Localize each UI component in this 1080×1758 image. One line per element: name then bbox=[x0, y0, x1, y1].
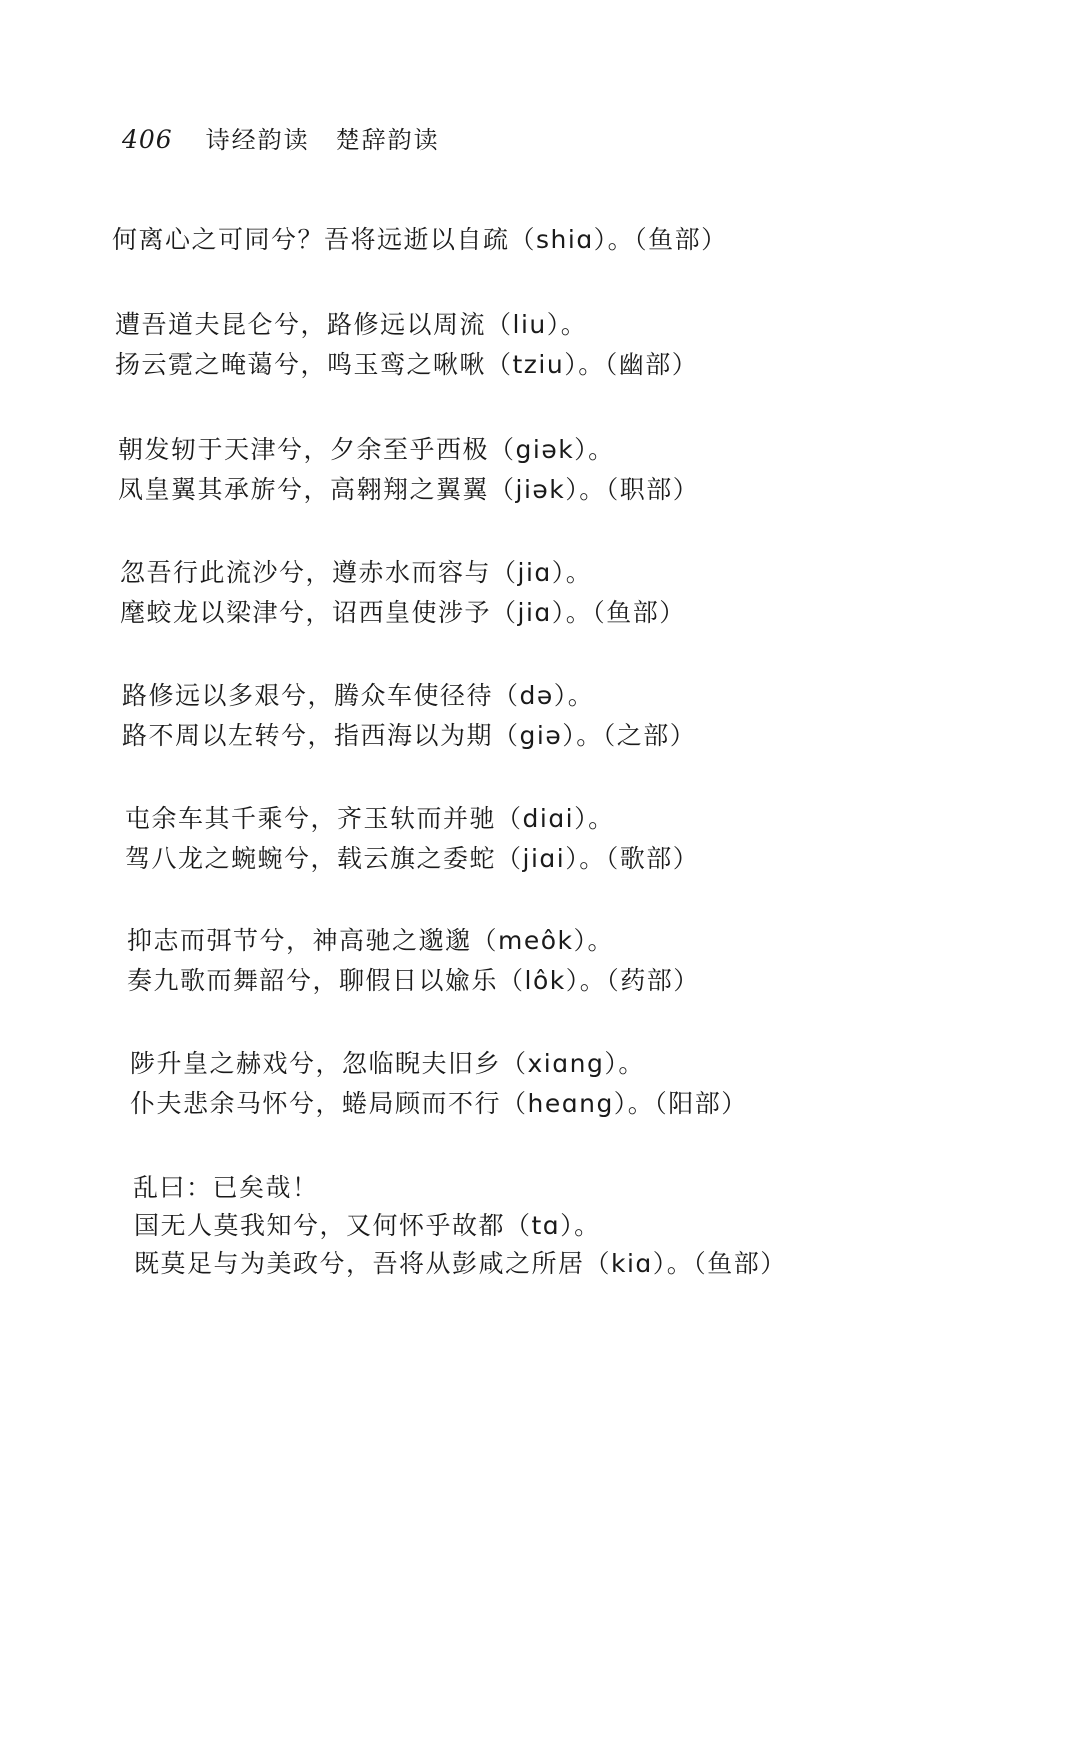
poem-line: 忽吾行此流沙兮，遵赤水而容与（jiɑ）。 bbox=[120, 558, 593, 587]
poem-line: 既莫足与为美政兮，吾将从彭咸之所居（kiɑ）。（鱼部） bbox=[134, 1249, 787, 1278]
poem-line: 驾八龙之蜿蜿兮，载云旗之委蛇（jiɑi）。（歌部） bbox=[125, 844, 700, 873]
poem-line: 陟升皇之赫戏兮，忽临睨夫旧乡（xiɑng）。 bbox=[130, 1049, 645, 1078]
poem-line: 乱曰：已矣哉！ bbox=[133, 1173, 319, 1202]
poem-line: 仆夫悲余马怀兮，蜷局顾而不行（heɑng）。（阳部） bbox=[130, 1089, 748, 1118]
poem-line: 国无人莫我知兮，又何怀乎故都（tɑ）。 bbox=[134, 1211, 601, 1240]
poem-line: 路不周以左转兮，指西海以为期（giə）。（之部） bbox=[122, 721, 697, 750]
poem-line: 扬云霓之晻蔼兮，鸣玉鸾之啾啾（tziu）。（幽部） bbox=[115, 350, 699, 379]
poem-line: 朝发轫于天津兮，夕余至乎西极（giək）。 bbox=[118, 435, 615, 464]
poem-line: 何离心之可同兮？吾将远逝以自疏（shiɑ）。（鱼部） bbox=[112, 225, 728, 254]
poem-line: 奏九歌而舞韶兮，聊假日以婾乐（lôk）。（药部） bbox=[127, 966, 700, 995]
book-title: 诗经韵读 楚辞韵读 bbox=[205, 126, 440, 154]
poem-line: 凤皇翼其承旂兮，高翱翔之翼翼（jiək）。（职部） bbox=[118, 475, 700, 504]
poem-line: 屯余车其千乘兮，齐玉轪而并驰（diɑi）。 bbox=[125, 804, 615, 833]
poem-line: 遭吾道夫昆仑兮，路修远以周流（liu）。 bbox=[115, 310, 588, 339]
poem-line: 麾蛟龙以梁津兮，诏西皇使涉予（jiɑ）。（鱼部） bbox=[120, 598, 686, 627]
poem-line: 抑志而弭节兮，神高驰之邈邈（meôk）。 bbox=[127, 926, 615, 955]
page-number: 406 bbox=[122, 125, 173, 154]
poem-line: 路修远以多艰兮，腾众车使径待（də）。 bbox=[122, 681, 595, 710]
